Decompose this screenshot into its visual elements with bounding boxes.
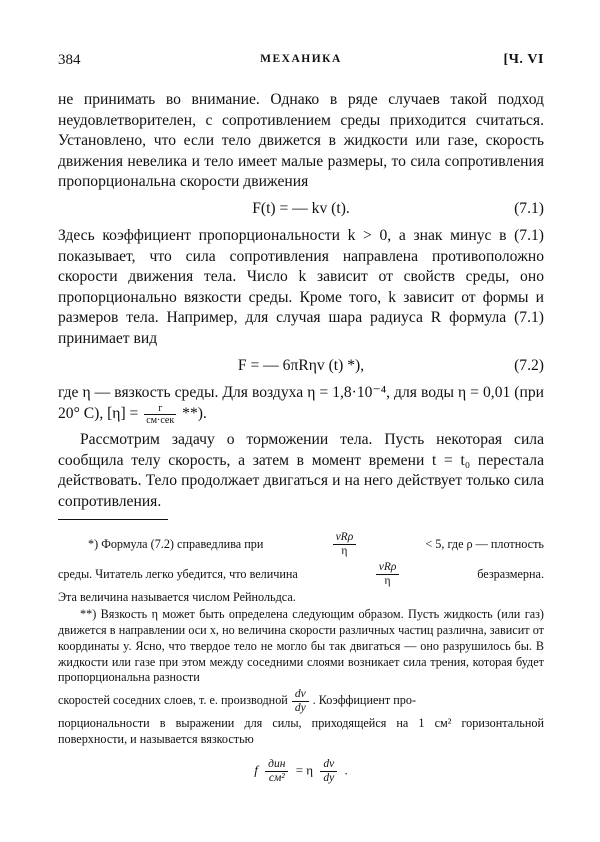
footnote-1-text: среды. Читатель легко убедится, что величина <box>58 566 298 581</box>
footnote-1-line-1 <box>58 530 544 560</box>
equation-formula: F = — 6πRηv (t) *), <box>237 356 365 374</box>
footnote-2-text: скоростей соседних слоев, т. е. производной <box>58 693 288 708</box>
chapter-label: [Ч. VI <box>503 52 544 67</box>
reynolds-fraction <box>333 531 357 558</box>
paragraph-2: Здесь коэффициент пропорциональности k > 0, а знак минус в (7.1) показывает, что сила сопротивления направлена противоположно скорости движения тела. Число k зависит от свойств среды, оно пропорционально вязкости среды. Кроме того, k зависит от формы и размеров тела. Например, для случая шара радиуса R формула (7.1) принимает вид <box>58 226 544 347</box>
equation-number: (7.2) <box>514 356 544 374</box>
fraction-numerator: vRρ <box>333 531 357 545</box>
footnote-marker: **). <box>182 405 207 423</box>
page <box>58 52 544 785</box>
page-number: 384 <box>58 52 81 68</box>
fraction-denominator: см² <box>268 771 285 784</box>
fraction-numerator: г <box>144 403 176 415</box>
footnote-1-line-3: Эта величина называется числом Рейнольдса. <box>58 589 296 604</box>
footnote-divider <box>58 519 168 520</box>
force-symbol: f <box>254 762 258 778</box>
running-title: МЕХАНИКА <box>260 53 342 65</box>
fraction-denominator: η <box>341 545 348 557</box>
equation-text: = η <box>295 762 314 778</box>
derivative-fraction <box>292 688 309 715</box>
equation-7-1 <box>58 196 544 222</box>
footnote-1-text: < 5, где ρ — плотность <box>425 536 544 551</box>
equation-formula: F(t) = — kv (t). <box>252 199 350 217</box>
footnote-1-text: безразмерна. <box>477 566 544 581</box>
unit-fraction <box>144 403 176 426</box>
footnote-2: **) Вязкость η может быть определена следующим образом. Пусть жидкость (или газ) движется в направлении оси x, но величина скорости различных частиц различна, зависит от координаты y. Ясно, что твердое тело не могло бы так двигаться — оно разрушилось бы. В жидкости или газе при этом между соседними слоями возникает сила трения, которая будет пропорциональна разности <box>58 607 544 685</box>
paragraph-1: не принимать во внимание. Однако в ряде случаев такой подход неудовлетворителен, с сопротивлением среды приходится считаться. Установлено, что если тело движется в жидкости или газе, скорость движения невелика и тело имеет малые размеры, то сила сопротивления пропорциональна скорости движения <box>58 91 544 191</box>
running-header <box>58 52 544 72</box>
footnote-2-text: . Коэффициент про- <box>312 693 417 708</box>
paragraph-4: Рассмотрим задачу о торможении тела. Пусть некоторая сила сообщила телу скорость, а затем в момент времени t = t₀ перестала действовать. Тело продолжает двигаться и на него действует только сила сопротивления. <box>58 431 544 510</box>
unit-fraction <box>265 758 288 785</box>
fraction-numerator: vRρ <box>376 561 400 575</box>
reynolds-fraction <box>376 561 400 588</box>
fraction-numerator: dv <box>292 688 309 702</box>
fraction-denominator: dy <box>294 701 306 714</box>
footnote-2-derivative-line <box>58 686 544 716</box>
footnote-2-end: порциональности в выражении для силы, приходящейся на 1 см² горизонтальной поверхности, и называется вязкостью <box>58 716 544 747</box>
viscosity-equation <box>58 758 544 785</box>
derivative-fraction <box>320 758 337 785</box>
fraction-denominator: dy <box>323 771 335 784</box>
footnote-1-text: *) Формула (7.2) справедлива при <box>88 536 264 551</box>
equation-end: . <box>344 762 348 778</box>
fraction-denominator: см·сек <box>146 415 175 427</box>
equation-number: (7.1) <box>514 199 544 217</box>
equation-7-2 <box>58 353 544 379</box>
fraction-numerator: dv <box>320 758 337 772</box>
footnotes <box>58 530 544 785</box>
fraction-denominator: η <box>384 575 391 587</box>
paragraph-3-text: где η — вязкость среды. Для воздуха η = 1,8·10⁻⁴, для воды η = 0,01 (при 20° С), [η] = <box>58 383 544 423</box>
paragraph-3 <box>58 383 544 427</box>
main-text <box>58 90 544 513</box>
footnote-1-line-2 <box>58 560 544 590</box>
fraction-numerator: дин <box>265 758 288 772</box>
